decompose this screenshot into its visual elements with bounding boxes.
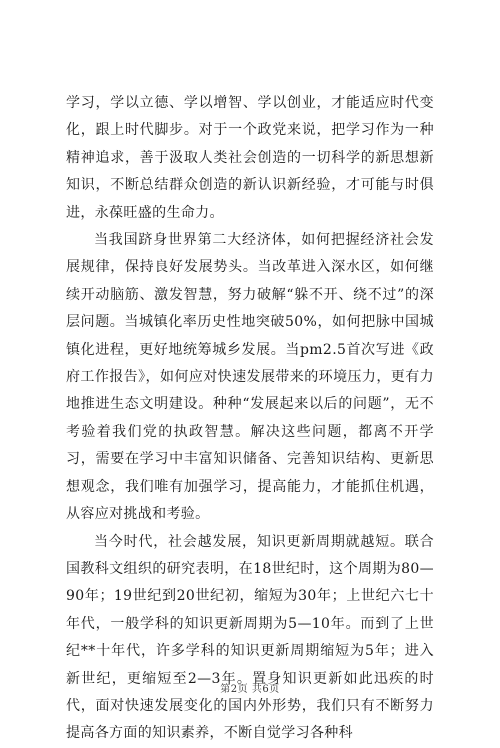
paragraph-3: 当今时代，社会越发展，知识更新周期就越短。联合国教科文组织的研究表明，在18世纪时，这个周期为80—90年；19世纪到20世纪初，缩短为30年；上世纪六七十年代，一般学科的知识更新周期为5—10年。而到了上世纪**十年代，许多学科的知识更新周期缩短为5年；进入新世纪，更缩短至2—3年。置身知识更新如此迅疾的时代，面对快速发展变化的国内外形势，我们只有不断努力提高各方面的知识素养，不断自觉学习各种科 [66,533,434,742]
body-text [66,90,434,748]
page-footer: 第2页 共6页 [220,684,280,695]
paragraph-1: 学习，学以立德、学以增智、学以创业，才能适应时代变化，跟上时代脚步。对于一个政党来说，把学习作为一种精神追求，善于汲取人类社会创造的一切科学的新思想新知识，不断总结群众创造的新认识新经验，才可能与时俱进，永葆旺盛的生命力。 [66,95,434,221]
paragraph-2: 当我国跻身世界第二大经济体，如何把握经济社会发展规律，保持良好发展势头。当改革进入深水区，如何继续开动脑筋、激发智慧，努力破解“躲不开、绕不过”的深层问题。当城镇化率历史性地突破50%，如何把脉中国城镇化进程，更好地统筹城乡发展。当pm2.5首次写进《政府工作报告》，如何应对快速发展带来的环境压力，更有力地推进生态文明建设。种种“发展起来以后的问题”，无不考验着我们党的执政智慧。解决这些问题，都离不开学习，需要在学习中丰富知识储备、完善知识结构、更新思想观念，我们唯有加强学习，提高能力，才能抓住机遇，从容应对挑战和考验。 [66,232,434,523]
